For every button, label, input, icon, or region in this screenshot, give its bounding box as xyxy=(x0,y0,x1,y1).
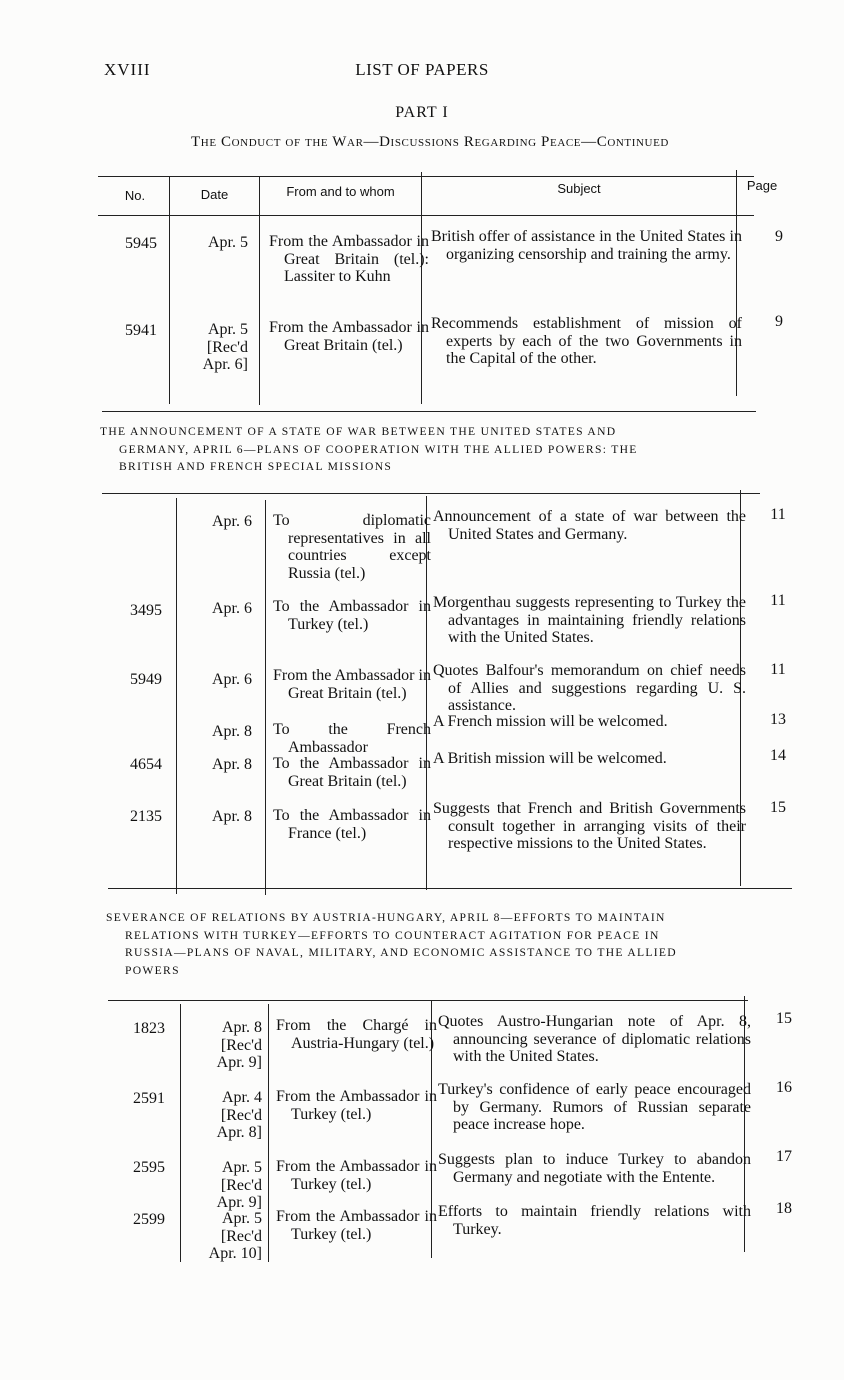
column-divider xyxy=(268,1004,269,1262)
column-divider xyxy=(421,172,422,404)
page-number: 11 xyxy=(770,661,786,678)
column-divider xyxy=(180,1004,181,1262)
column-divider xyxy=(259,176,260,405)
from-and-to-whom: From the Ambassador in Turkey (tel.) xyxy=(276,1088,437,1123)
document-date: Apr. 5 [Rec'd Apr. 9] xyxy=(216,1159,262,1212)
rule xyxy=(108,1000,748,1001)
section-heading xyxy=(106,909,792,979)
document-date: Apr. 6 xyxy=(212,671,252,688)
page-number: 9 xyxy=(775,228,783,245)
rule xyxy=(108,888,792,889)
column-header-no: No. xyxy=(124,188,146,203)
column-header-date: Date xyxy=(200,187,229,202)
from-and-to-whom: From the Chargé in Austria-Hungary (tel.) xyxy=(276,1017,437,1052)
from-and-to-whom: To diplomatic representatives in all countries except Russia (tel.) xyxy=(273,512,431,582)
page-number: 14 xyxy=(770,747,786,764)
subject: Suggests plan to induce Turkey to abandon Germany and negotiate with the Entente. xyxy=(438,1151,751,1186)
subject: Recommends establishment of mission of experts by each of the two Governments in the Capital of the other. xyxy=(431,315,742,368)
section-heading xyxy=(100,423,788,476)
document-date: Apr. 8 xyxy=(212,756,252,773)
subject: Efforts to maintain friendly relations with Turkey. xyxy=(438,1203,751,1238)
rule xyxy=(102,493,760,494)
from-and-to-whom: From the Ambassador in Turkey (tel.) xyxy=(276,1158,437,1193)
subject: Quotes Balfour's memorandum on chief needs of Allies and suggestions regarding U. S. assistance. xyxy=(433,662,746,715)
from-and-to-whom: To the French Ambassador xyxy=(273,721,431,756)
section-heading-line: THE ANNOUNCEMENT OF A STATE OF WAR BETWEEN THE UNITED STATES AND xyxy=(100,425,617,438)
subject: British offer of assistance in the United States in organizing censorship and training the army. xyxy=(431,228,742,263)
column-divider xyxy=(169,176,170,404)
subject: Turkey's confidence of early peace encouraged by Germany. Rumors of Russian separate peace increase hope. xyxy=(438,1081,751,1134)
from-and-to-whom: From the Ambassador in Great Britain (tel.) xyxy=(273,667,431,702)
from-and-to-whom: From the Ambassador in Turkey (tel.) xyxy=(276,1208,437,1243)
page-number: 13 xyxy=(770,711,786,728)
document-date: Apr. 6 xyxy=(212,513,252,530)
from-and-to-whom: From the Ambassador in Great Britain (tel.): Lassiter to Kuhn xyxy=(269,233,429,286)
from-and-to-whom: To the Ambassador in France (tel.) xyxy=(273,807,431,842)
column-divider xyxy=(176,498,177,894)
column-divider xyxy=(265,500,266,895)
part-heading: PART I xyxy=(395,104,449,121)
subject: A British mission will be welcomed. xyxy=(433,750,667,767)
part-subtitle: The Conduct of the War—Discussions Regarding Peace—Continued xyxy=(191,134,669,150)
document-number: 3495 xyxy=(130,602,162,619)
document-date: Apr. 4 [Rec'd Apr. 8] xyxy=(216,1089,262,1142)
running-head: LIST OF PAPERS xyxy=(355,60,489,79)
section-heading-line: RUSSIA—PLANS OF NAVAL, MILITARY, AND ECONOMIC ASSISTANCE TO THE ALLIED xyxy=(125,946,677,960)
from-and-to-whom: To the Ambassador in Turkey (tel.) xyxy=(273,598,431,633)
section-heading-line: BRITISH AND FRENCH SPECIAL MISSIONS xyxy=(119,460,393,474)
page-number: 16 xyxy=(776,1079,792,1096)
section-heading-line: POWERS xyxy=(125,963,180,977)
document-date: Apr. 8 xyxy=(212,723,252,740)
document-date: Apr. 8 xyxy=(212,808,252,825)
document-number: 5941 xyxy=(125,322,157,339)
subject: Suggests that French and British Governments consult together in arranging visits of their respective missions to the United States. xyxy=(433,800,746,853)
document-date: Apr. 8 [Rec'd Apr. 9] xyxy=(216,1019,262,1072)
document-number: 2599 xyxy=(133,1211,165,1228)
page-number: 17 xyxy=(776,1148,792,1165)
document-number: 2595 xyxy=(133,1159,165,1176)
page-folio: XVIII xyxy=(104,60,151,79)
page-number: 15 xyxy=(770,799,786,816)
document-date: Apr. 6 xyxy=(212,600,252,617)
from-and-to-whom: To the Ambassador in Great Britain (tel.) xyxy=(273,755,431,790)
from-and-to-whom: From the Ambassador in Great Britain (tel.) xyxy=(269,319,429,354)
subject: Quotes Austro-Hungarian note of Apr. 8, announcing severance of diplomatic relations with the United States. xyxy=(438,1013,751,1066)
document-number: 2135 xyxy=(130,808,162,825)
document-date: Apr. 5 [Rec'd Apr. 10] xyxy=(208,1210,262,1263)
page-number: 15 xyxy=(776,1010,792,1027)
column-header-from: From and to whom xyxy=(286,184,395,199)
document-date: Apr. 5 xyxy=(208,234,248,251)
document-number: 5945 xyxy=(125,235,157,252)
document-date: Apr. 5 [Rec'd Apr. 6] xyxy=(202,321,248,374)
document-number: 1823 xyxy=(133,1020,165,1037)
document-number: 5949 xyxy=(130,671,162,688)
page-number: 9 xyxy=(775,313,783,330)
column-header-page: Page xyxy=(746,178,778,193)
section-heading-line: RELATIONS WITH TURKEY—EFFORTS TO COUNTERACT AGITATION FOR PEACE IN xyxy=(125,928,660,942)
section-heading-line: GERMANY, APRIL 6—PLANS OF COOPERATION WITH THE ALLIED POWERS: THE xyxy=(119,442,638,456)
document-number: 2591 xyxy=(133,1090,165,1107)
page-number: 11 xyxy=(770,592,786,609)
column-header-subject: Subject xyxy=(557,181,601,196)
rule xyxy=(102,411,756,412)
subject: Morgenthau suggests representing to Turkey the advantages in maintaining friendly relations with the United States. xyxy=(433,594,746,647)
page-number: 18 xyxy=(776,1200,792,1217)
subject: Announcement of a state of war between the United States and Germany. xyxy=(433,508,746,543)
rule xyxy=(98,215,754,216)
rule xyxy=(98,176,754,177)
document-number: 4654 xyxy=(130,756,162,773)
page-number: 11 xyxy=(770,506,786,523)
subject: A French mission will be welcomed. xyxy=(433,713,668,730)
section-heading-line: SEVERANCE OF RELATIONS BY AUSTRIA-HUNGARY, APRIL 8—EFFORTS TO MAINTAIN xyxy=(106,911,666,924)
